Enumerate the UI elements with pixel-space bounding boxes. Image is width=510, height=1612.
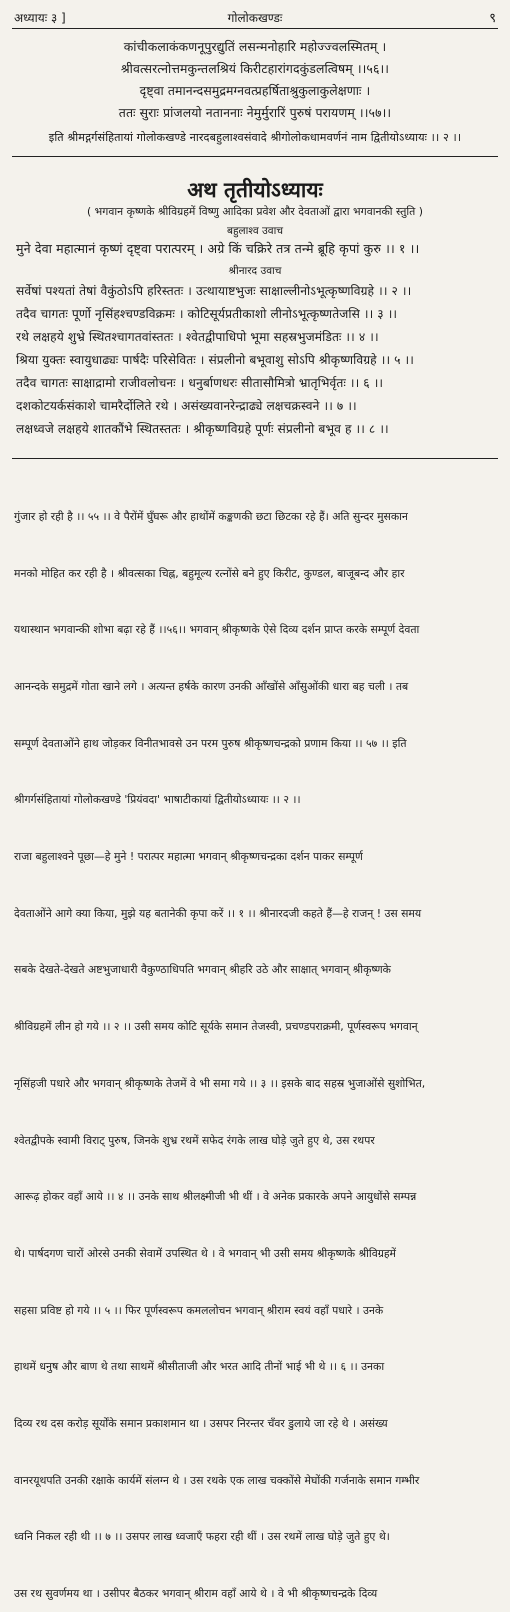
chapter-title: अथ तृतीयोऽध्यायः xyxy=(187,177,323,202)
translation-line: सहसा प्रविष्ट हो गये ।। ५ ।। फिर पूर्णस्वरूप कमललोचन भगवान् श्रीराम स्वयं वहाँ पधारे । उनके xyxy=(14,1303,384,1317)
translation-line: ध्वनि निकल रही थी ।। ७ ।। उसपर लाख ध्वजाएँ फहरा रही थीं । उस रथमें लाख घोड़े जुते हुए थे। xyxy=(14,1530,390,1544)
translation-line: आनन्दके समुद्रमें गोता खाने लगे । अत्यन्त हर्षके कारण उनकी आँखोंसे आँसुओंकी धारा बह चली । तब xyxy=(14,679,409,693)
verse-line: लक्षध्वजे लक्षहये शातकौंभे स्थितस्ततः । श्रीकृष्णविग्रहे पूर्णः संप्रलीनो बभूव ह ।। ८ ।। xyxy=(16,422,389,436)
translation-line: राजा बहुलाश्वने पूछा—हे मुने ! परात्पर महात्मा भगवान् श्रीकृष्णचन्द्रका दर्शन पाकर सम्पूर्ण xyxy=(14,850,363,864)
translation-line: गुंजार हो रही है ।। ५५ ।। वे पैरोंमें घुँघरू और हाथोंमें कङ्कणकी छटा छिटका रहे हैं। अति सुन्दर मुसकान xyxy=(14,509,408,523)
translation-line: श्रीगर्गसंहितायां गोलोकखण्डे 'प्रियंवदा' भाषाटीकायां द्वितीयोऽध्यायः ।। २ ।। xyxy=(14,793,301,807)
speaker-label: श्रीनारद उवाच xyxy=(228,265,282,277)
verse-line: तदैव चागतः साक्षाद्रामो राजीवलोचनः । धनुर्बाणधरः सीतासौमित्रो भ्रातृभिर्वृतः ।। ६ ।। xyxy=(16,376,384,390)
verse-line: श्रिया युक्तः स्वायुधाढ्यः पार्षदैः परिसेवितः । संप्रलीनो बभूवाशु सोऽपि श्रीकृष्णविग्रहे ।। ५ ।। xyxy=(16,353,414,367)
translation-line: दिव्य रथ दस करोड़ सूर्योंके समान प्रकाशमान था । उसपर निरन्तर चँवर डुलाये जा रहे थे । असंख्य xyxy=(14,1417,388,1431)
translation-line: आरूढ़ होकर वहाँ आये ।। ४ ।। उनके साथ श्रीलक्ष्मीजी भी थीं । वे अनेक प्रकारके अपने आयुधोंसे सम्पन्न xyxy=(14,1190,417,1204)
verse-line: कांचीकलाकंकणनूपुरद्युतिं लसन्मनोहारि महोज्ज्वलस्मितम् । xyxy=(123,39,387,54)
translation-line: यथास्थान भगवान्की शोभा बढ़ा रहे हैं ।।५६।। भगवान् श्रीकृष्णके ऐसे दिव्य दर्शन प्राप्त करके सम्पूर्ण देवता xyxy=(14,623,420,637)
chapter-colophon: इति श्रीमद्गर्गसंहितायां गोलोकखण्डे नारदबहुलाश्वसंवादे श्रीगोलोकधामवर्णनं नाम द्वितीयोऽध्यायः ।। २ ।। xyxy=(48,131,462,144)
translation-line: थे। पार्षदगण चारों ओरसे उनकी सेवामें उपस्थित थे । वे भगवान् भी उसी समय श्रीकृष्णके श्रीविग्रहमें xyxy=(14,1246,397,1260)
chapter-marker: अध्यायः ३ ] xyxy=(14,11,66,25)
verse-line: रथे लक्षहये शुभ्रे स्थितश्चागतवांस्ततः । श्वेतद्वीपाधिपो भूमा सहस्रभुजमंडितः ।। ४ ।। xyxy=(16,330,379,344)
verse-line: तदैव चागतः पूर्णो नृसिंहश्चण्डविक्रमः । कोटिसूर्यप्रतीकाशो लीनोऽभूत्कृष्णतेजसि ।। ३ ।। xyxy=(16,307,398,321)
verse-line: दशकोटयर्कसंकाशे चामरैर्दोलिते रथे । असंख्यवानरेन्द्राढ्ये लक्षचक्रस्वने ।। ७ ।। xyxy=(16,399,357,413)
page-number: ९ xyxy=(489,11,496,26)
verse-line: दृष्ट्वा तमानन्दसमुद्रमग्नवत्प्रहर्षिताश्रुकुलाकुलेक्षणाः । xyxy=(139,83,371,98)
section-title: गोलोकखण्डः xyxy=(227,11,283,25)
translation-line: मनको मोहित कर रही है । श्रीवत्सका चिह्न, बहुमूल्य रत्नोंसे बने हुए किरीट, कुण्डल, बाजूबन्द और हार xyxy=(14,566,405,580)
verse-line: मुने देवा महात्मानं कृष्णं दृष्ट्वा परात्परम् । अग्रे किं चक्रिरे तत्र तन्मे ब्रूहि कृपां कुरु ।। १ ।। xyxy=(16,241,420,256)
hindi-translation xyxy=(14,470,496,1612)
translation-line: हाथमें धनुष और बाण थे तथा साथमें श्रीसीताजी और भरत आदि तीनों भाई भी थे ।। ६ ।। उनका xyxy=(14,1360,385,1374)
speaker-label: बहुलाश्व उवाच xyxy=(226,225,284,237)
verse-line: सर्वेषां पश्यतां तेषां वैकुंठोऽपि हरिस्ततः । उत्थायाष्टभुजः साक्षाल्लीनोऽभूत्कृष्णविग्रहे ।। २ ।। xyxy=(16,284,412,298)
header-rule xyxy=(12,28,498,29)
translation-line: सबके देखते-देखते अष्टभुजाधारी वैकुण्ठाधिपति भगवान् श्रीहरि उठे और साक्षात् भगवान् श्रीकृष्णके xyxy=(14,963,391,977)
translation-line: नृसिंहजी पधारे और भगवान् श्रीकृष्णके तेजमें वे भी समा गये ।। ३ ।। इसके बाद सहस्र भुजाओंसे सुशोभित, xyxy=(14,1076,426,1090)
translation-line: उस रथ सुवर्णमय था । उसीपर बैठकर भगवान् श्रीराम वहाँ आये थे । वे भी श्रीकृष्णचन्द्रके दिव्य xyxy=(14,1587,378,1601)
translation-line: श्रीविग्रहमें लीन हो गये ।। २ ।। उसी समय कोटि सूर्यके समान तेजस्वी, प्रचण्डपराक्रमी, पूर्णस्वरूप भगवान् xyxy=(14,1020,418,1034)
chapter-subtitle: ( भगवान कृष्णके श्रीविग्रहमें विष्णु आदिका प्रवेश और देवताओं द्वारा भगवानकी स्तुति ) xyxy=(87,205,423,218)
verse-line: ततः सुराः प्रांजलयो नताननाः नेमुर्मुरारिं पुरुषं परायणम् ।।५७।। xyxy=(118,105,392,120)
translation-line: सम्पूर्ण देवताओंने हाथ जोड़कर विनीतभावसे उन परम पुरुष श्रीकृष्णचन्द्रको प्रणाम किया ।। ५७ ।। इति xyxy=(14,736,407,750)
translation-line: वानरयूथपति उनकी रक्षाके कार्यमें संलग्न थे । उस रथके एक लाख चक्कोंसे मेघोंकी गर्जनाके समान गम्भीर xyxy=(14,1473,420,1487)
translation-divider xyxy=(12,458,498,459)
page-header xyxy=(14,6,496,26)
section-divider xyxy=(12,156,498,157)
translation-line: श्वेतद्वीपके स्वामी विराट् पुरुष, जिनके शुभ्र रथमें सफेद रंगके लाख घोड़े जुते हुए थे, उस रथपर xyxy=(14,1133,375,1147)
verse-line: श्रीवत्सरत्नोत्तमकुन्तलश्रियं किरीटहारांगदकुंडलत्विषम् ।।५६।। xyxy=(120,61,390,76)
translation-line: देवताओंने आगे क्या किया, मुझे यह बतानेकी कृपा करें ।। १ ।। श्रीनारदजी कहते हैं—हे राजन् ! उस समय xyxy=(14,906,422,920)
